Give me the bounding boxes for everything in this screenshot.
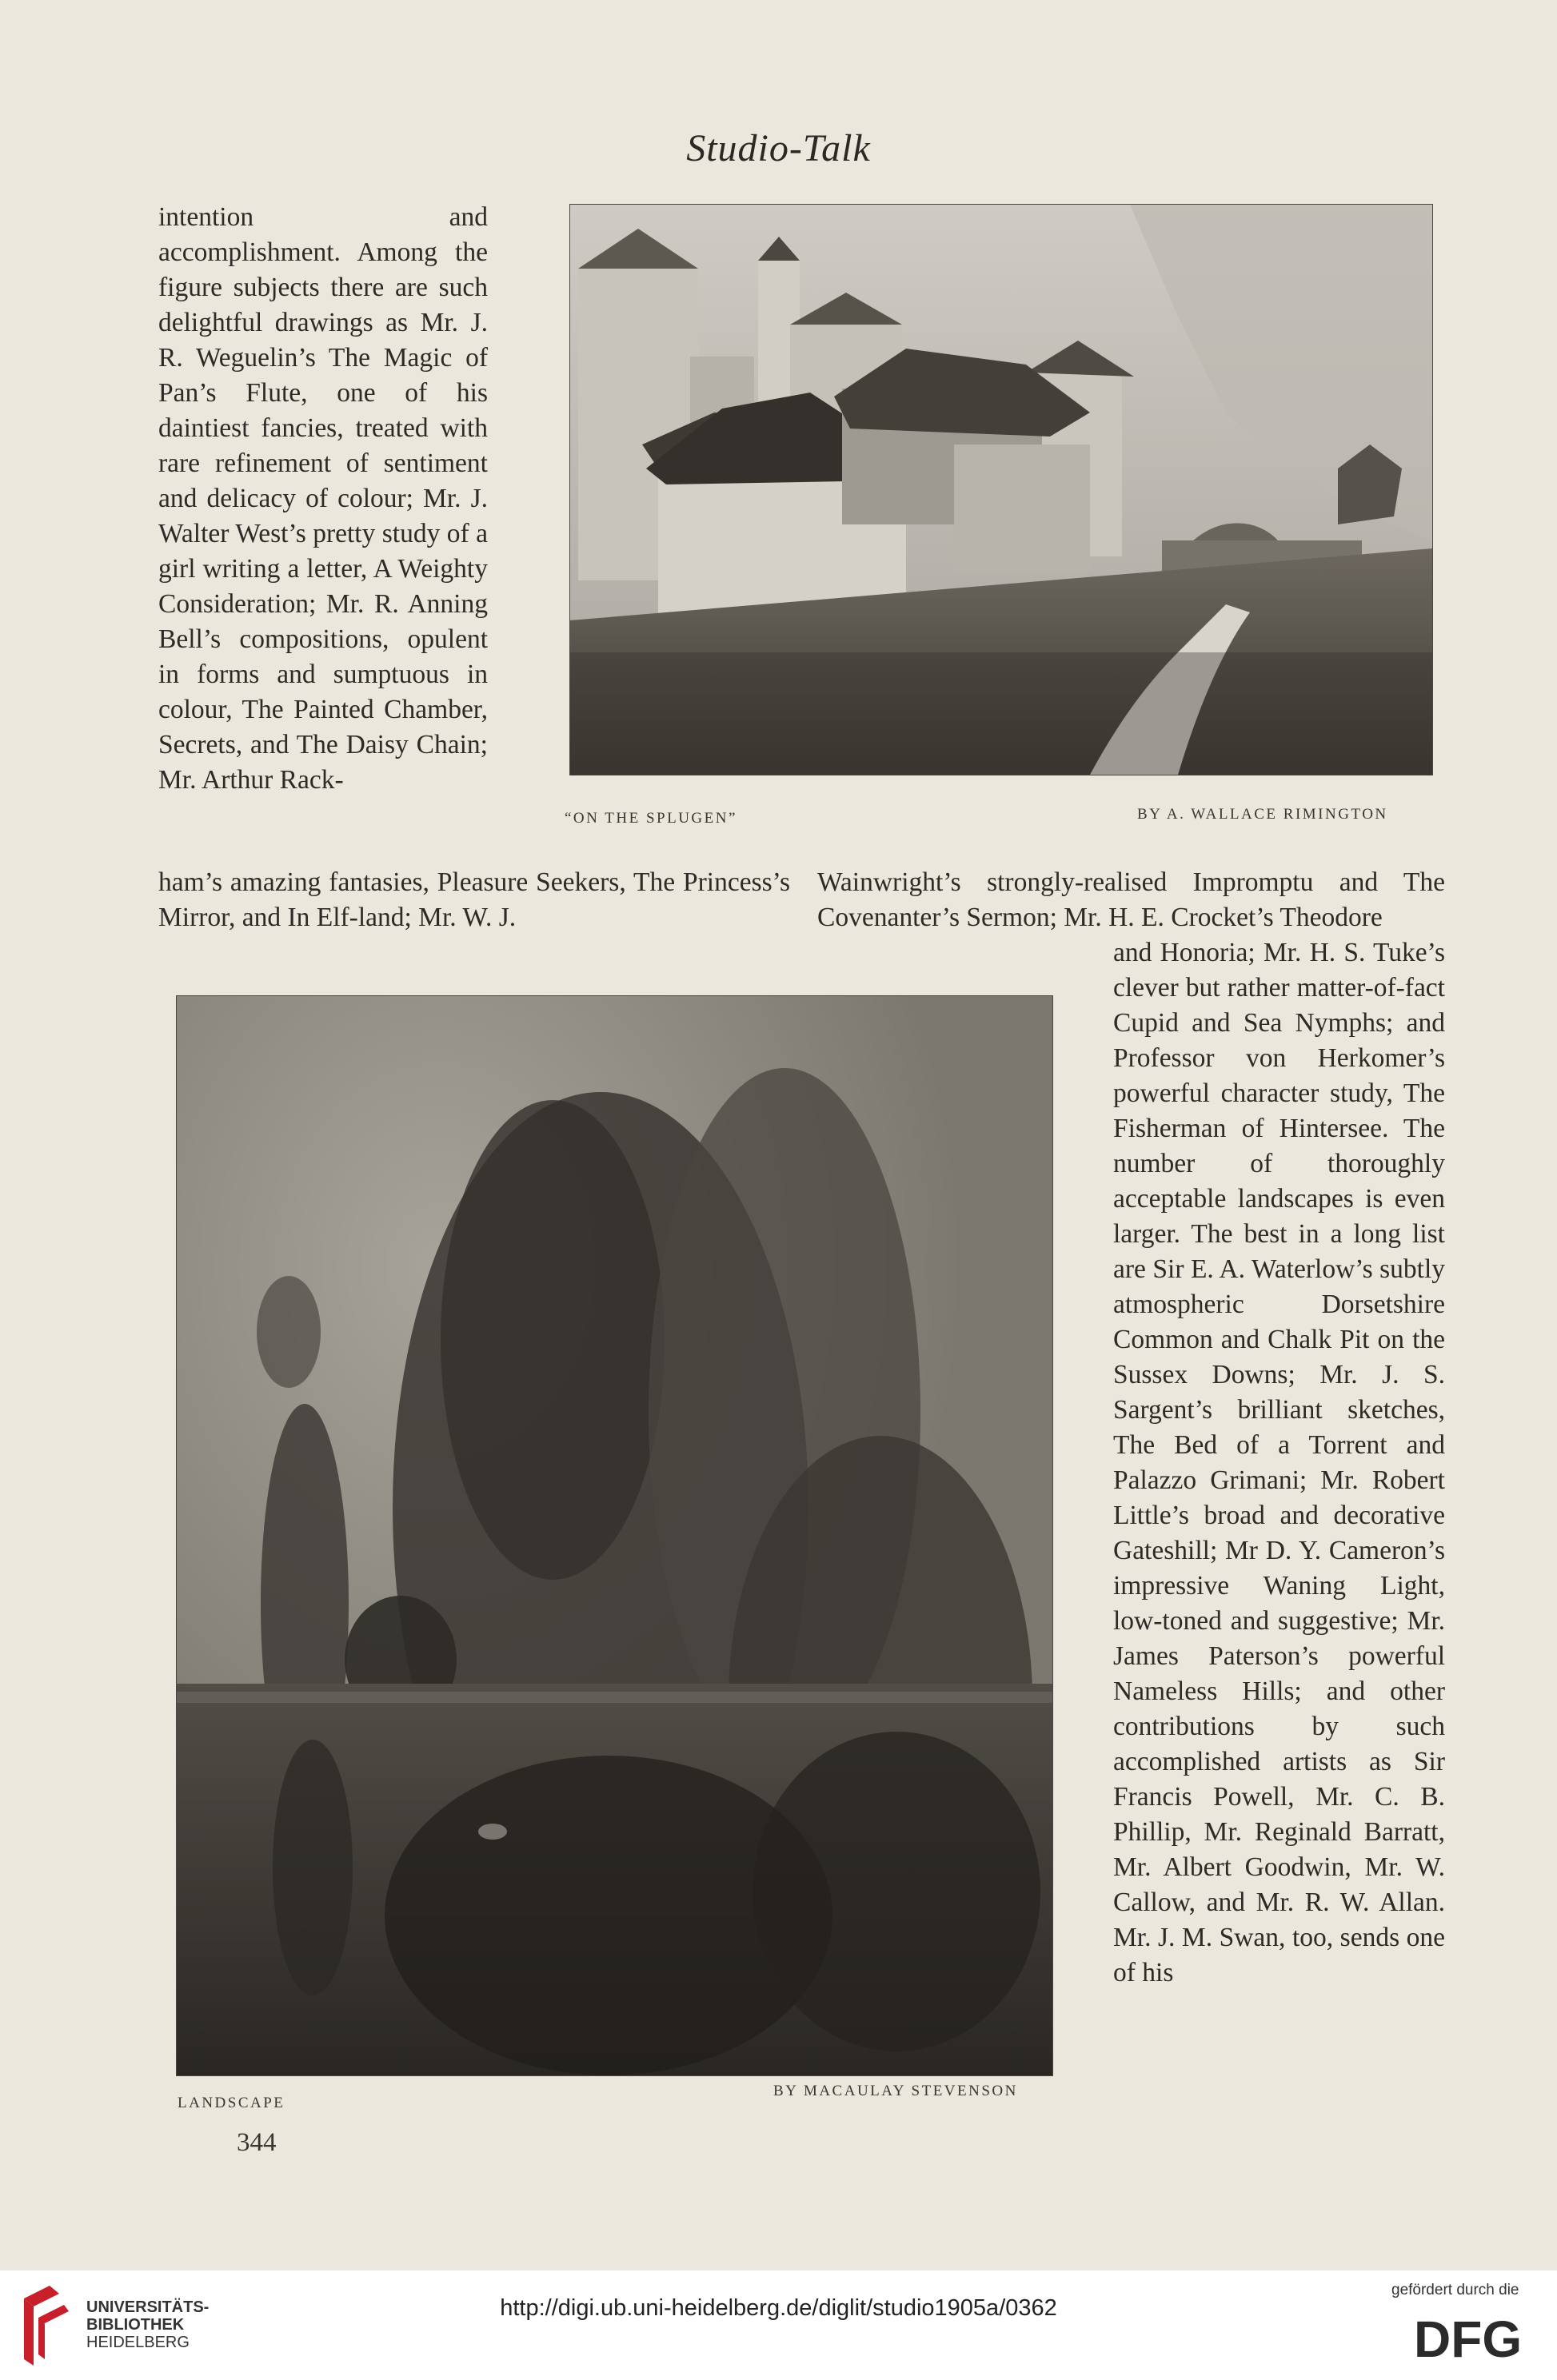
plate-on-the-splugen (569, 204, 1433, 775)
paragraph-middle-full: Wainwright’s strongly-realised Impromptu and The Covenanter’s Sermon; Mr. H. E. Crocket’s Theodore (817, 867, 1445, 932)
library-name-line-3: HEIDELBERG (86, 2334, 190, 2351)
paragraph-right: and Honoria; Mr. H. S. Tuke’s clever but rather matter-of-fact Cupid and Sea Nymphs; and Professor von Herkomer’s powerful character study, The Fisherman of Hintersee. The number of thoroughly acceptable landscapes is even larger. The best in a long list are Sir E. A. Waterlow’s subtly atmospheric Dorsetshire Common and Chalk Pit on the Sussex Downs; Mr. J. S. Sargent’s brilliant sketches, The Bed of a Torrent and Palazzo Grimani; Mr. Robert Little’s broad and decorative Gateshill; Mr D. Y. Cameron’s impressive Waning Light, low-toned and suggestive; Mr. James Paterson’s powerful Nameless Hills; and other contributions by such accomplished artists as Sir Francis Powell, Mr. C. B. Phillip, Mr. Reginald Barratt, Mr. Albert Goodwin, Mr. W. Callow, and Mr. R. W. Allan. Mr. J. M. Swan, too, sends one of his (1113, 938, 1445, 1987)
caption-top-title: “ON THE SPLUGEN” (565, 810, 737, 827)
text-column-right (1113, 935, 1445, 1991)
dfg-logo-icon (1414, 2312, 1535, 2362)
page-number: 344 (237, 2128, 277, 2157)
running-head: Studio-Talk (686, 127, 871, 169)
text-column-left-full (158, 865, 790, 935)
funding-note: gefördert durch die (1391, 2282, 1519, 2298)
caption-top-artist: BY A. WALLACE RIMINGTON (1137, 806, 1388, 823)
text-column-left-top (158, 200, 488, 798)
village-painting-image (570, 205, 1432, 775)
plate-landscape (176, 995, 1053, 2076)
dfg-logo-text: DFG (1414, 2312, 1523, 2362)
caption-bottom-artist: BY MACAULAY STEVENSON (773, 2083, 1018, 2099)
footer-bar (0, 2270, 1557, 2380)
library-name-line-1: UNIVERSITÄTS- (86, 2298, 210, 2316)
library-name-line-2: BIBLIOTHEK (86, 2316, 185, 2334)
text-column-middle-full (817, 865, 1445, 935)
paragraph-left-full: ham’s amazing fantasies, Pleasure Seekers, The Princess’s Mirror, and In Elf-land; Mr. W. J. (158, 867, 790, 932)
source-url-link[interactable]: http://digi.ub.uni-heidelberg.de/diglit/studio1905a/0362 (500, 2295, 1057, 2321)
caption-bottom-title: LANDSCAPE (178, 2095, 285, 2111)
paragraph-left-top: intention and accomplishment. Among the figure subjects there are such delightful drawings as Mr. J. R. Weguelin’s The Magic of Pan’s Flute, one of his daintiest fancies, treated with rare refinement of sentiment and delicacy of colour; Mr. J. Walter West’s pretty study of a girl writing a letter, A Weighty Consideration; Mr. R. Anning Bell’s compositions, opulent in forms and sumptuous in colour, The Painted Chamber, Secrets, and The Daisy Chain; Mr. Arthur Rack- (158, 202, 488, 795)
tree-landscape-painting-image (177, 996, 1052, 2075)
